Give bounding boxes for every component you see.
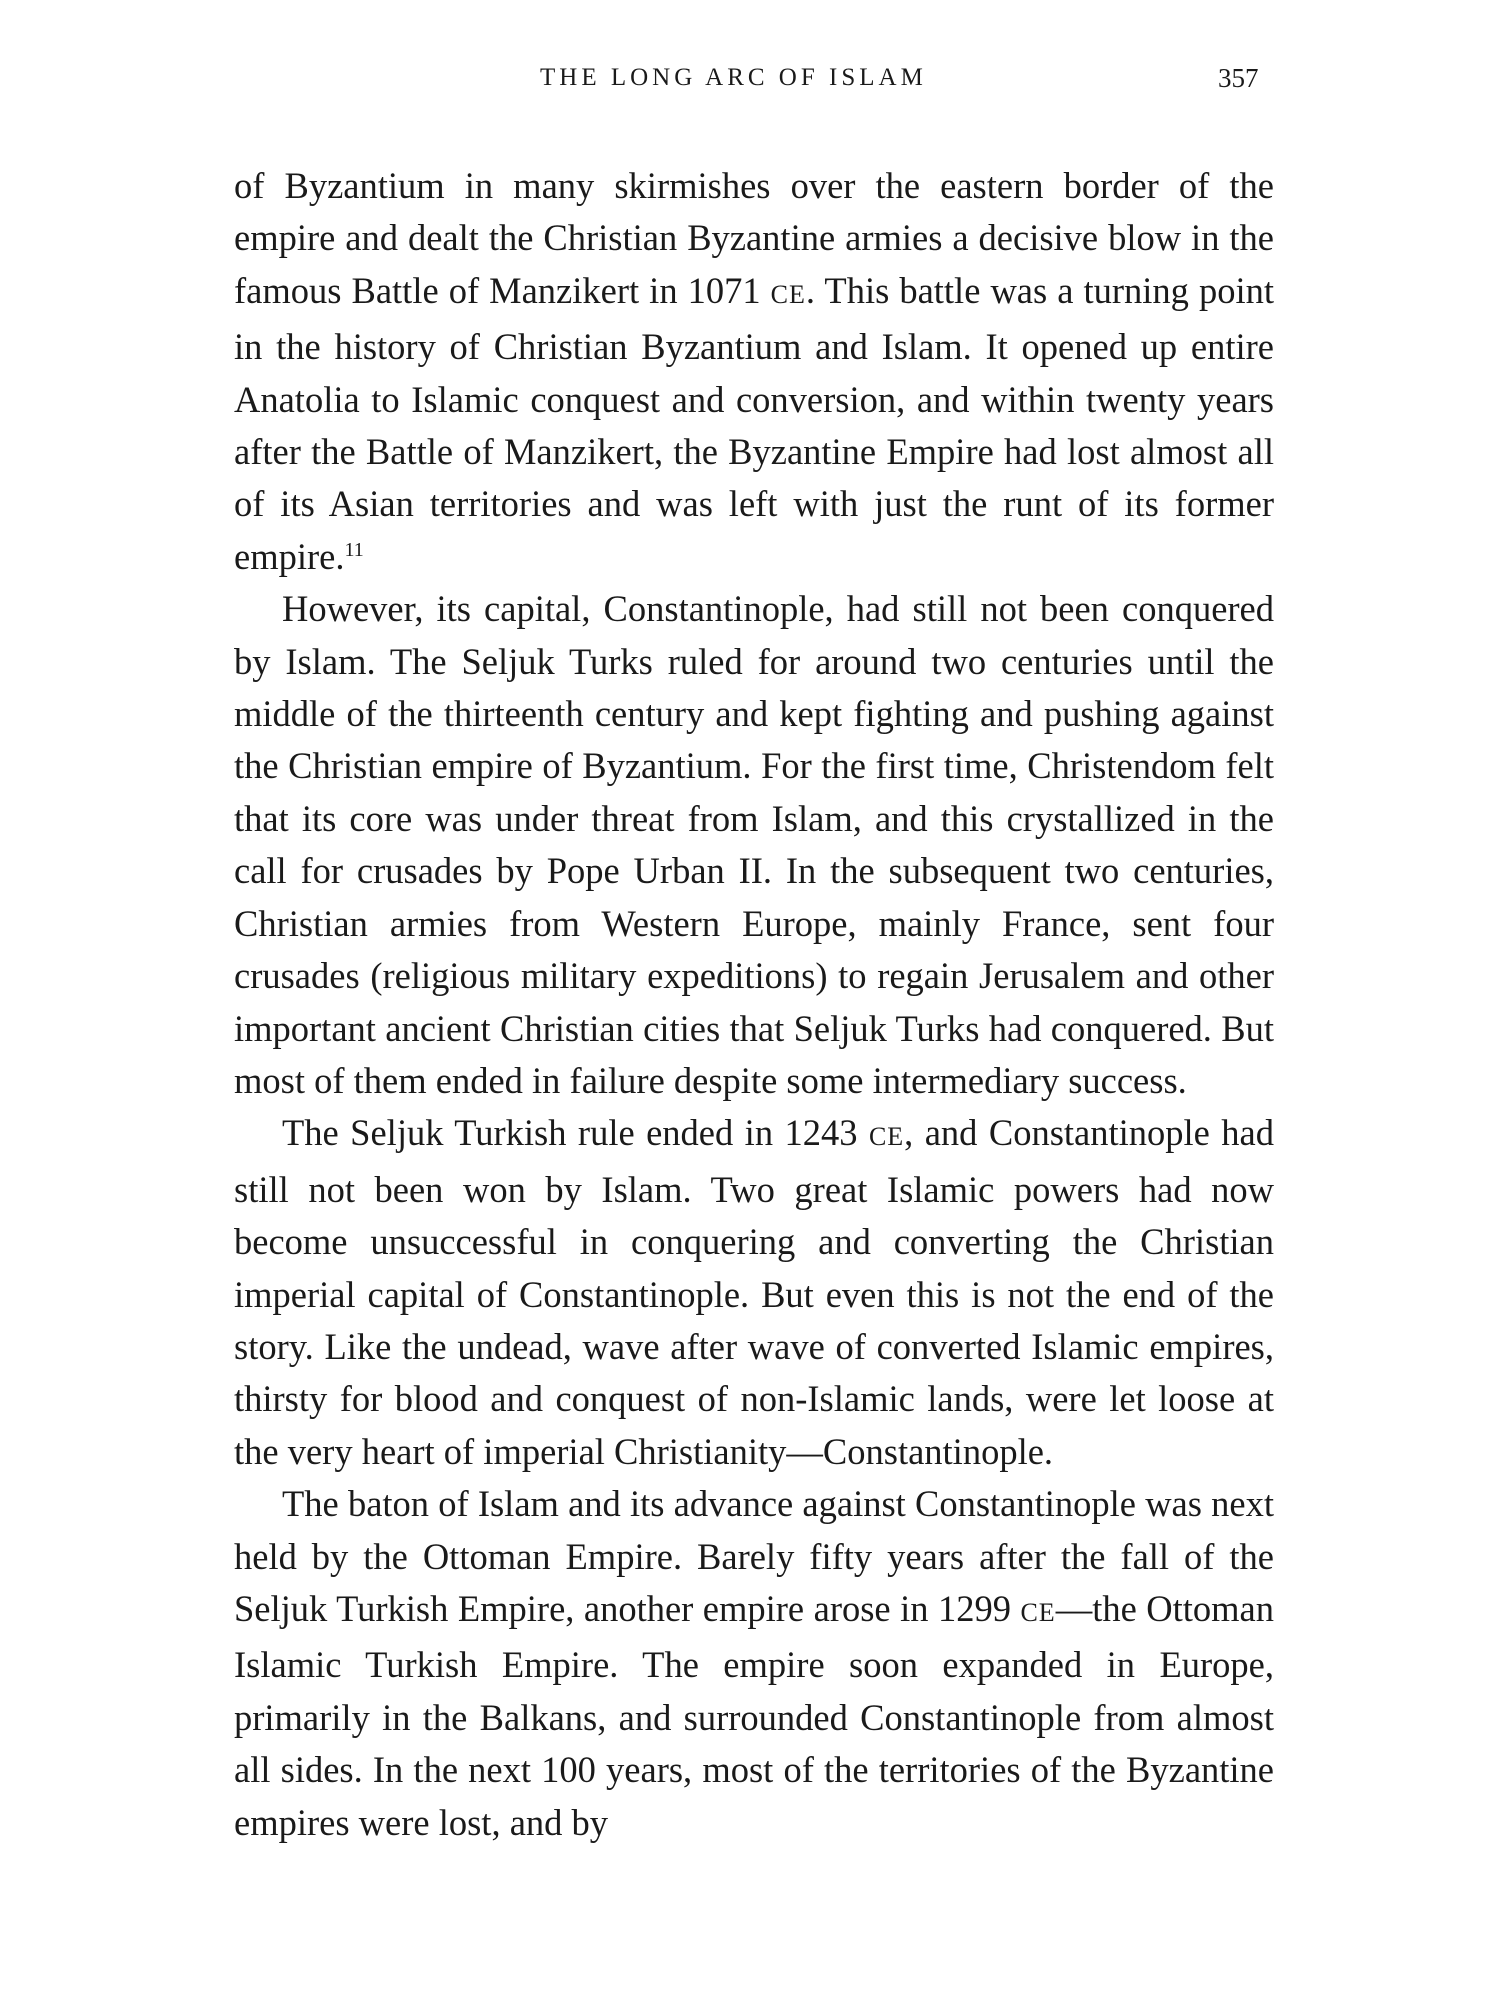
paragraph-text: of Byzantium in many skirmishes over the eastern border of the empire and dealt the Christian Byzantine armies a decisive blow in the famous Battle of Manzikert in 1071 [234,165,1274,311]
page-number: 357 [1218,63,1259,93]
paragraph [234,1478,1274,1849]
running-head-title: THE LONG ARC OF ISLAM [540,64,927,91]
body-text [234,160,1274,1849]
era-abbreviation: CE [868,1122,905,1152]
paragraph-text: , and Constantinople had still not been won by Islam. Two great Islamic powers had now become unsuccessful in conquering and converting the Christian imperial capital of Constantinople. But even this is not the end of the story. Like the undead, wave after wave of converted Islamic empires, thirsty for blood and conquest of non-Islamic lands, were let loose at the very heart of imperial Christianity—Constantinople. [234,1112,1275,1472]
paragraph-text: —the Ottoman Islamic Turkish Empire. The empire soon expanded in Europe, primarily in the Balkans, and surrounded Constantinople from almost all sides. In the next 100 years, most of the territories of the Byzantine empires were lost, and by [234,1587,1274,1843]
paragraph [234,1107,1274,1478]
paragraph-text: . This battle was a turning point in the history of Christian Byzantium and Islam. It opened up entire Anatolia to Islamic conquest and conversion, and within twenty years after the Battle of Manzikert, the Byzantine Empire had lost almost all of its Asian territories and was left with just the runt of its former empire. [234,269,1274,577]
paragraph-text: The baton of Islam and its advance against Constantinople was next held by the Ottoman Empire. Barely fifty years after the fall of the Seljuk Turkish Empire, another empire arose in 1299 [234,1483,1274,1629]
footnote-marker: 11 [344,538,364,561]
running-head [0,58,1500,98]
era-abbreviation: CE [1020,1597,1056,1627]
paragraph-text: However, its capital, Constantinople, had still not been conquered by Islam. The Seljuk Turks ruled for around two centuries until the middle of the thirteenth century and kept fighting and pushing against the Christian empire of Byzantium. For the first time, Christendom felt that its core was under threat from Islam, and this crystallized in the call for crusades by Pope Urban II. In the subsequent two centuries, Christian armies from Western Europe, mainly France, sent four crusades (religious military expeditions) to regain Jerusalem and other important ancient Christian cities that Seljuk Turks had conquered. But most of them ended in failure despite some intermediary success. [234,588,1274,1101]
paragraph-text: The Seljuk Turkish rule ended in 1243 [282,1112,869,1154]
paragraph [234,160,1274,583]
paragraph [234,583,1274,1107]
era-abbreviation: CE [770,279,806,309]
